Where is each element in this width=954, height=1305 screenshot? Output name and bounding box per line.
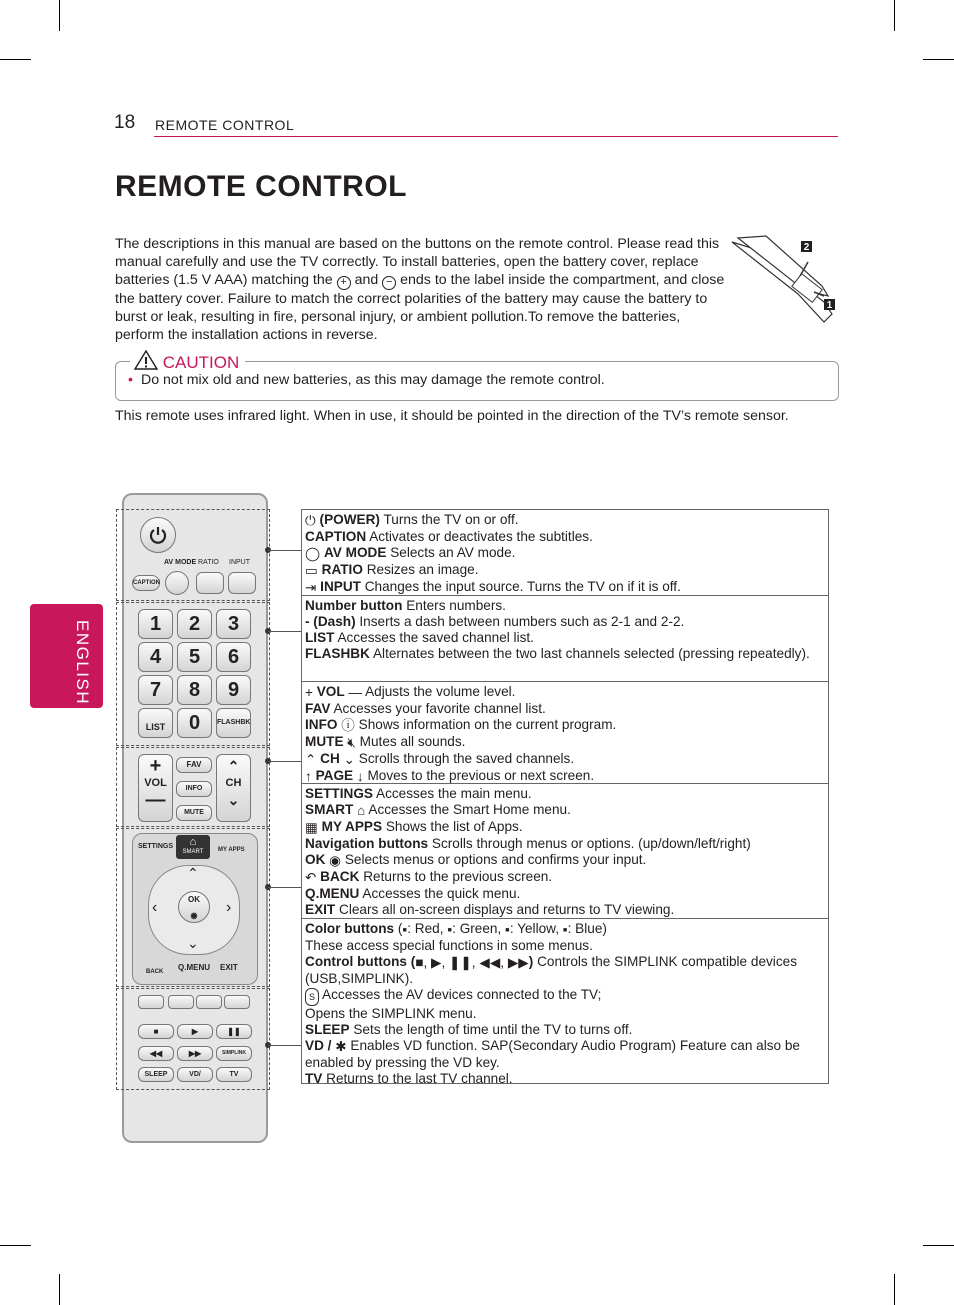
tv-button: TV: [216, 1067, 252, 1082]
fastforward-icon: ▶▶: [507, 955, 529, 971]
number-9-button: 9: [216, 675, 251, 705]
flashbk-button: FLASHBK: [216, 708, 251, 738]
desc-row: TV Returns to the last TV channel.: [305, 1071, 513, 1087]
desc-row: ⏻ (POWER) Turns the TV on or off.: [305, 512, 519, 528]
intro-part1: The descriptions in this manual are based on the buttons on the remote control. Please read this manual carefully and use the TV correctly. To install batteries, open the battery cover, replace batteries (1.5 V AAA) matching the: [115, 236, 720, 289]
chevron-up-icon: ⌃: [305, 752, 317, 768]
number-2-button: 2: [177, 609, 212, 639]
desc-row: ◯ AV MODE Selects an AV mode.: [305, 545, 516, 562]
desc-row: LIST Accesses the saved channel list.: [305, 630, 534, 646]
minus-icon: —: [348, 685, 363, 700]
desc-row: S Accesses the AV devices connected to the TV;: [305, 987, 825, 1006]
input-icon: ⇥: [305, 580, 317, 596]
desc-row: ↑ PAGE ↓ Moves to the previous or next screen.: [305, 768, 595, 785]
qmenu-label: Q.MENU: [178, 963, 210, 972]
crop-mark: [894, 1274, 895, 1305]
group-frame-5: [116, 988, 270, 1090]
settings-label: SETTINGS: [138, 843, 174, 850]
page-number: 18: [114, 112, 136, 133]
desc-row: VD / ✱ Enables VD function. SAP(Secondary Audio Program) Feature can also be enabled by pressing the VD key.: [305, 1038, 800, 1071]
stop-icon: ■,: [415, 955, 428, 971]
info-icon: ⓘ: [341, 718, 355, 734]
nav-left-icon: ‹: [152, 899, 158, 916]
nav-right-icon: ›: [226, 899, 232, 916]
list-button: LIST: [138, 708, 173, 738]
minus-icon: −: [382, 276, 396, 290]
ch-up-icon: ⌃: [227, 758, 240, 774]
back-icon: ↶: [305, 870, 317, 886]
desc-row: FAV Accesses your favorite channel list.: [305, 701, 546, 717]
number-5-button: 5: [177, 642, 212, 672]
av-mode-icon: ◯: [305, 546, 321, 562]
bullet-icon: •: [128, 372, 133, 388]
desc-row: ▦ MY APPS Shows the list of Apps.: [305, 819, 523, 836]
header-rule: [154, 136, 838, 137]
desc-row: SLEEP Sets the length of time until the TV to turns off.: [305, 1022, 633, 1038]
mute-button: MUTE: [176, 805, 212, 821]
crop-mark: [59, 0, 60, 31]
connector-line: [268, 761, 302, 762]
plus-icon: +: [305, 685, 313, 700]
asterisk-icon: ✱: [335, 1039, 347, 1055]
av-mode-label: AV MODE: [164, 559, 197, 566]
stop-button: ■: [138, 1024, 174, 1039]
crop-mark: [923, 1245, 954, 1246]
number-3-button: 3: [216, 609, 251, 639]
exit-label: EXIT: [220, 963, 238, 972]
home-icon: ⌂: [189, 836, 197, 848]
language-tab: [30, 604, 103, 708]
ok-icon: ◉: [329, 853, 342, 869]
number-4-button: 4: [138, 642, 173, 672]
rewind-icon: ◀◀,: [479, 955, 505, 971]
simplink-button: SIMPLINK: [216, 1046, 252, 1061]
connector-line: [268, 887, 302, 888]
desc-group-5: [302, 919, 828, 1087]
desc-row: ⌃ CH ⌄ Scrolls through the saved channels.: [305, 751, 575, 768]
desc-row: - (Dash) Inserts a dash between numbers such as 2-1 and 2-2.: [305, 614, 685, 630]
red-key-icon: ▪: [402, 922, 408, 937]
fastforward-button: ▶▶: [177, 1046, 213, 1061]
vol-down-icon: —: [145, 789, 166, 811]
ratio-label: RATIO: [198, 559, 219, 566]
pause-button: ❚❚: [216, 1024, 252, 1039]
my-apps-label: MY APPS: [218, 847, 245, 853]
button-description-table: [301, 509, 829, 1087]
info-button: INFO: [176, 781, 212, 797]
caution-heading: [130, 350, 245, 373]
back-label: BACK: [146, 969, 164, 975]
desc-group-4: [302, 784, 828, 919]
rewind-button: ◀◀: [138, 1046, 174, 1061]
desc-row: ↶ BACK Returns to the previous screen.: [305, 869, 553, 886]
ch-down-icon: ⌄: [227, 792, 240, 808]
desc-group-3: [302, 682, 828, 784]
group-frame-4: [116, 828, 270, 987]
battery-cover-illustration: [728, 232, 840, 328]
battery-step-1: 1: [826, 300, 833, 311]
power-icon: ⏻: [305, 513, 316, 528]
input-label: INPUT: [229, 559, 250, 566]
sleep-button: SLEEP: [138, 1067, 174, 1082]
crop-mark: [0, 59, 31, 60]
desc-row: Control buttons (■, ▶, ❚❚, ◀◀, ▶▶) Controls the SIMPLINK compatible devices (USB,SIMPLINK).: [305, 954, 797, 987]
intro-part2: ends to the label inside the compartment, and close the battery cover. Failure to match the correct polarities of the battery may cause the battery to burst or leak, resulting in fire, personal injury, or ambient pollution.To remove the batteries, perform the installation actions in reverse.: [115, 272, 725, 344]
desc-row: MUTE 🔇︎ Mutes all sounds.: [305, 734, 466, 751]
desc-row: EXIT Clears all on-screen displays and returns to TV viewing.: [305, 902, 675, 918]
simplink-icon: S: [305, 988, 319, 1006]
play-icon: ▶,: [431, 955, 446, 971]
group-frame-1: [116, 509, 270, 601]
connector-line: [268, 631, 302, 632]
crop-mark: [59, 1274, 60, 1305]
desc-row: ⇥ INPUT Changes the input source. Turns the TV on if it is off.: [305, 579, 681, 596]
section-label: REMOTE CONTROL: [155, 117, 295, 133]
vd-button: VD/: [177, 1067, 213, 1082]
desc-row: Navigation buttons Scrolls through menus or options. (up/down/left/right): [305, 836, 751, 852]
blue-key-icon: ▪: [562, 922, 568, 937]
desc-row: Color buttons (▪: Red, ▪: Green, ▪: Yellow, ▪: Blue): [305, 921, 607, 937]
crop-mark: [894, 0, 895, 31]
number-1-button: 1: [138, 609, 173, 639]
nav-up-icon: ⌃: [187, 865, 199, 881]
warning-icon: [134, 350, 158, 370]
vol-up-icon: +: [149, 755, 162, 777]
ch-label: CH: [225, 777, 242, 789]
page-down-icon: ↓: [356, 769, 364, 785]
green-key-icon: ▪: [447, 922, 453, 937]
pause-icon: ❚❚,: [449, 955, 476, 971]
ok-icon: ◉: [190, 911, 198, 920]
group-frame-3: [116, 747, 270, 827]
crop-mark: [923, 59, 954, 60]
yellow-key-icon: ▪: [505, 922, 510, 937]
caption-button: CAPTION: [132, 575, 160, 591]
page-title: REMOTE CONTROL: [115, 170, 407, 203]
desc-row: CAPTION Activates or deactivates the subtitles.: [305, 529, 593, 545]
desc-row: SMART ⌂ Accesses the Smart Home menu.: [305, 802, 571, 819]
ok-label: OK: [188, 895, 200, 904]
desc-row: Q.MENU Accesses the quick menu.: [305, 886, 521, 902]
mute-icon: 🔇︎: [347, 735, 356, 751]
caution-bullet: [128, 372, 605, 388]
fav-button: FAV: [176, 757, 212, 773]
number-6-button: 6: [216, 642, 251, 672]
battery-step-2: 2: [803, 242, 810, 253]
number-8-button: 8: [177, 675, 212, 705]
language-tab-label: ENGLISH: [73, 620, 92, 706]
desc-row: ▭ RATIO Resizes an image.: [305, 562, 479, 579]
ir-note: This remote uses infrared light. When in use, it should be pointed in the direction of the TV’s remote sensor.: [115, 408, 789, 424]
desc-row: FLASHBK Alternates between the two last channels selected (pressing repeatedly).: [305, 646, 810, 662]
vol-label: VOL: [144, 777, 167, 789]
plus-icon: +: [337, 276, 351, 290]
chevron-down-icon: ⌄: [343, 752, 355, 768]
ratio-icon: ▭: [305, 563, 318, 579]
connector-line: [268, 1045, 302, 1046]
intro-and: and: [354, 272, 379, 289]
number-7-button: 7: [138, 675, 173, 705]
desc-row: + VOL — Adjusts the volume level.: [305, 684, 516, 700]
desc-row: Opens the SIMPLINK menu.: [305, 1006, 477, 1022]
number-0-button: 0: [177, 708, 212, 738]
nav-down-icon: ⌄: [187, 935, 199, 951]
desc-group-2: [302, 596, 828, 682]
crop-mark: [0, 1245, 31, 1246]
group-frame-2: [116, 602, 270, 746]
home-icon: ⌂: [357, 803, 366, 819]
desc-row: OK ◉ Selects menus or options and confirms your input.: [305, 852, 647, 869]
apps-grid-icon: ▦: [305, 820, 318, 836]
desc-row: These access special functions in some menus.: [305, 938, 593, 954]
connector-line: [268, 550, 302, 551]
smart-label: SMART: [182, 849, 204, 855]
page-up-icon: ↑: [305, 769, 312, 785]
caution-label: CAUTION: [162, 353, 240, 372]
play-button: ▶: [177, 1024, 213, 1039]
desc-group-1: [302, 510, 828, 596]
desc-row: Number button Enters numbers.: [305, 598, 506, 613]
desc-row: INFO ⓘ Shows information on the current program.: [305, 717, 617, 734]
desc-row: SETTINGS Accesses the main menu.: [305, 786, 532, 801]
intro-paragraph: [115, 235, 725, 344]
caution-text: Do not mix old and new batteries, as this may damage the remote control.: [140, 372, 605, 388]
